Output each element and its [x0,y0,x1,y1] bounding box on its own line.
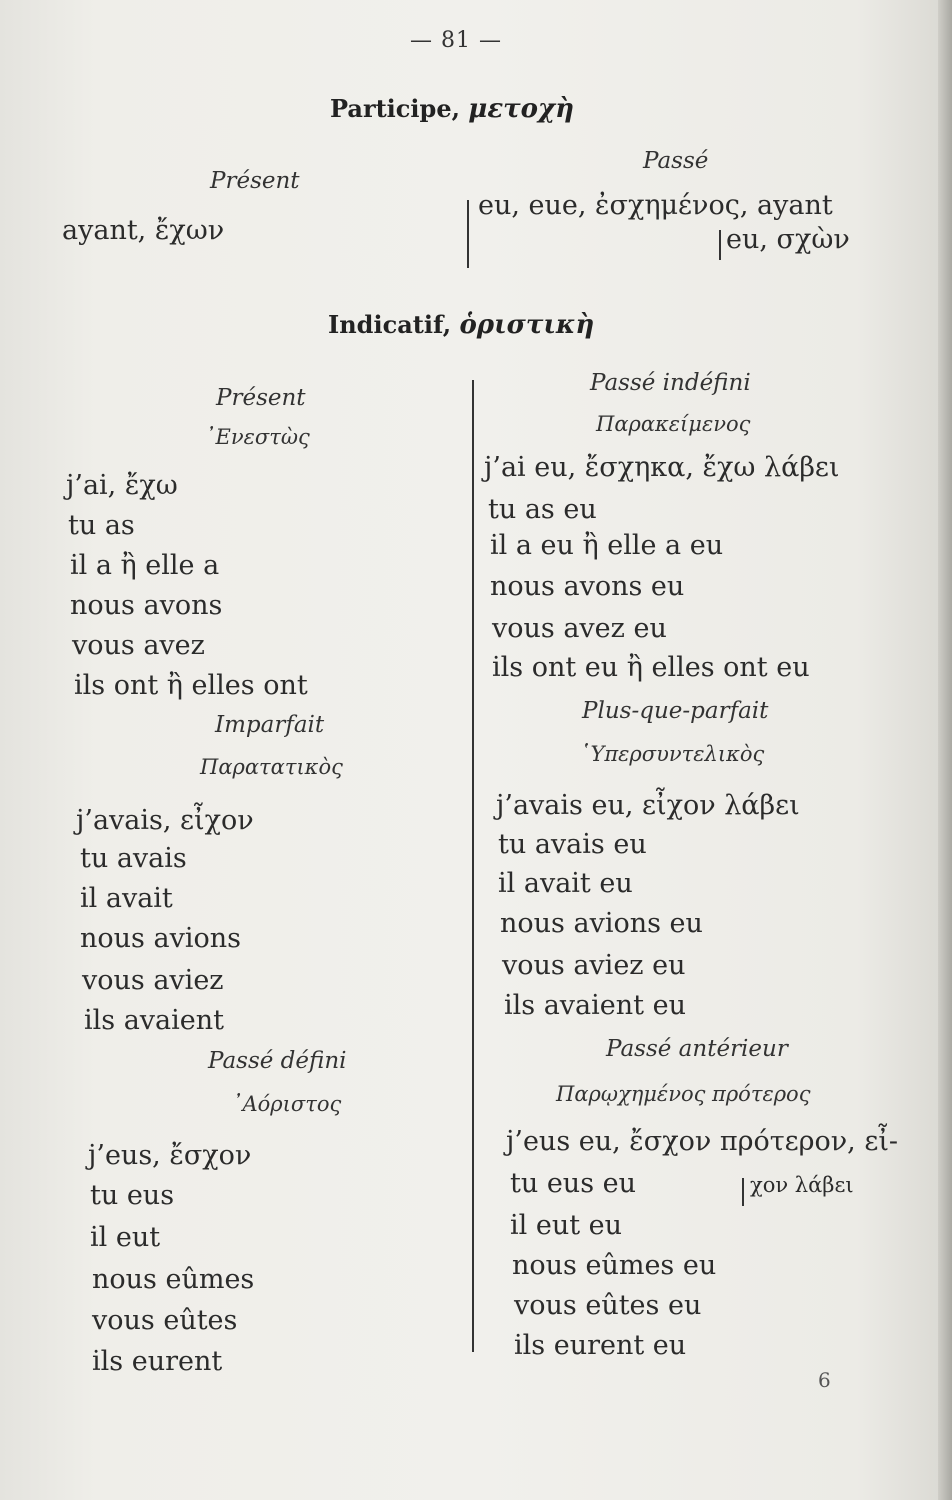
passe-indefini-greek: Παρακείμενος [596,412,751,436]
passe-indefini-line: il a eu ἢ elle a eu [490,530,724,561]
passe-anterieur-line: ils eurent eu [514,1330,687,1361]
passe-anterieur-greek: Παρῳχημένος πρότερος [556,1082,811,1106]
participe-divider [467,200,469,268]
participe-present-text: ayant, ἔχων [62,215,225,246]
passe-defini-line: ils eurent [92,1346,223,1377]
participe-heading-label: Participe, [330,94,460,123]
page-number: — 81 — [410,28,502,53]
passe-anterieur-line: j’eus eu, ἔσχον πρότερον, εἶ- [506,1126,899,1157]
participe-bracket [719,230,721,260]
present-line: ils ont ἢ elles ont [74,670,308,701]
passe-anterieur-continuation [750,1168,854,1199]
present-line: il a ἢ elle a [70,550,220,581]
plus-que-parfait-line: vous aviez eu [502,950,686,981]
imparfait-line: ils avaient [84,1005,225,1036]
passe-anterieur-line: tu eus eu [510,1168,636,1199]
present-line: tu as [68,510,135,541]
passe-indefini-line: j’ai eu, ἔσχηκα, ἔχω λάβει [484,452,840,483]
indicatif-heading [328,310,594,340]
present-title: Présent [216,385,306,411]
indicatif-heading-label: Indicatif, [328,310,452,339]
imparfait-greek: Παρατατικὸς [200,755,343,779]
passe-defini-line: tu eus [90,1180,175,1211]
present-line: nous avons [70,590,223,621]
plus-que-parfait-title: Plus-que-parfait [582,698,769,724]
passe-indefini-line: vous avez eu [492,613,667,644]
passe-defini-line: il eut [90,1222,161,1253]
participe-passe-title: Passé [643,148,709,174]
imparfait-line: tu avais [80,843,187,874]
imparfait-line: nous avions [80,923,241,954]
imparfait-line: il avait [80,883,173,914]
plus-que-parfait-line: ils avaient eu [504,990,686,1021]
column-divider [472,380,474,1352]
passe-indefini-line: nous avons eu [490,571,685,602]
imparfait-line: vous aviez [82,965,224,996]
passe-defini-greek: ᾿Αόριστος [232,1092,342,1116]
continuation-text: χον λάβει [750,1173,854,1197]
imparfait-line: j’avais, εἶχον [76,805,254,836]
present-greek: ᾿Ενεστὼς [205,425,310,449]
present-line: j’ai, ἔχω [66,470,178,501]
passe-defini-line: j’eus, ἔσχον [88,1140,252,1171]
indicatif-heading-greek: ὁριστικὴ [459,310,595,340]
passe-defini-line: nous eûmes [92,1264,255,1295]
passe-indefini-line: ils ont eu ἢ elles ont eu [492,652,810,683]
passe-anterieur-line: nous eûmes eu [512,1250,717,1281]
participe-present-title: Présent [210,168,300,194]
plus-que-parfait-greek: ῾Υπερσυντελικὸς [580,742,765,766]
plus-que-parfait-line: il avait eu [498,868,633,899]
passe-indefini-line: tu as eu [488,494,597,525]
page-edge-shadow [938,0,952,1500]
participe-passe-line1: eu, eue, ἐσχημένος, ayant [478,190,833,221]
signature-mark: 6 [818,1368,831,1392]
participe-passe-line2: eu, σχὼν [726,224,850,255]
passe-indefini-title: Passé indéfini [590,370,751,396]
passe-defini-line: vous eûtes [92,1305,238,1336]
passe-anterieur-title: Passé antérieur [606,1036,788,1062]
plus-que-parfait-line: j’avais eu, εἶχον λάβει [496,790,800,821]
passe-anterieur-line: vous eûtes eu [514,1290,702,1321]
plus-que-parfait-line: tu avais eu [498,829,647,860]
participe-heading-greek: μετοχὴ [468,94,574,124]
passe-defini-title: Passé défini [208,1048,347,1074]
participe-heading [330,94,574,124]
plus-que-parfait-line: nous avions eu [500,908,703,939]
present-line: vous avez [72,630,205,661]
imparfait-title: Imparfait [215,712,325,738]
passe-anterieur-line: il eut eu [510,1210,623,1241]
continuation-bracket [742,1178,744,1206]
